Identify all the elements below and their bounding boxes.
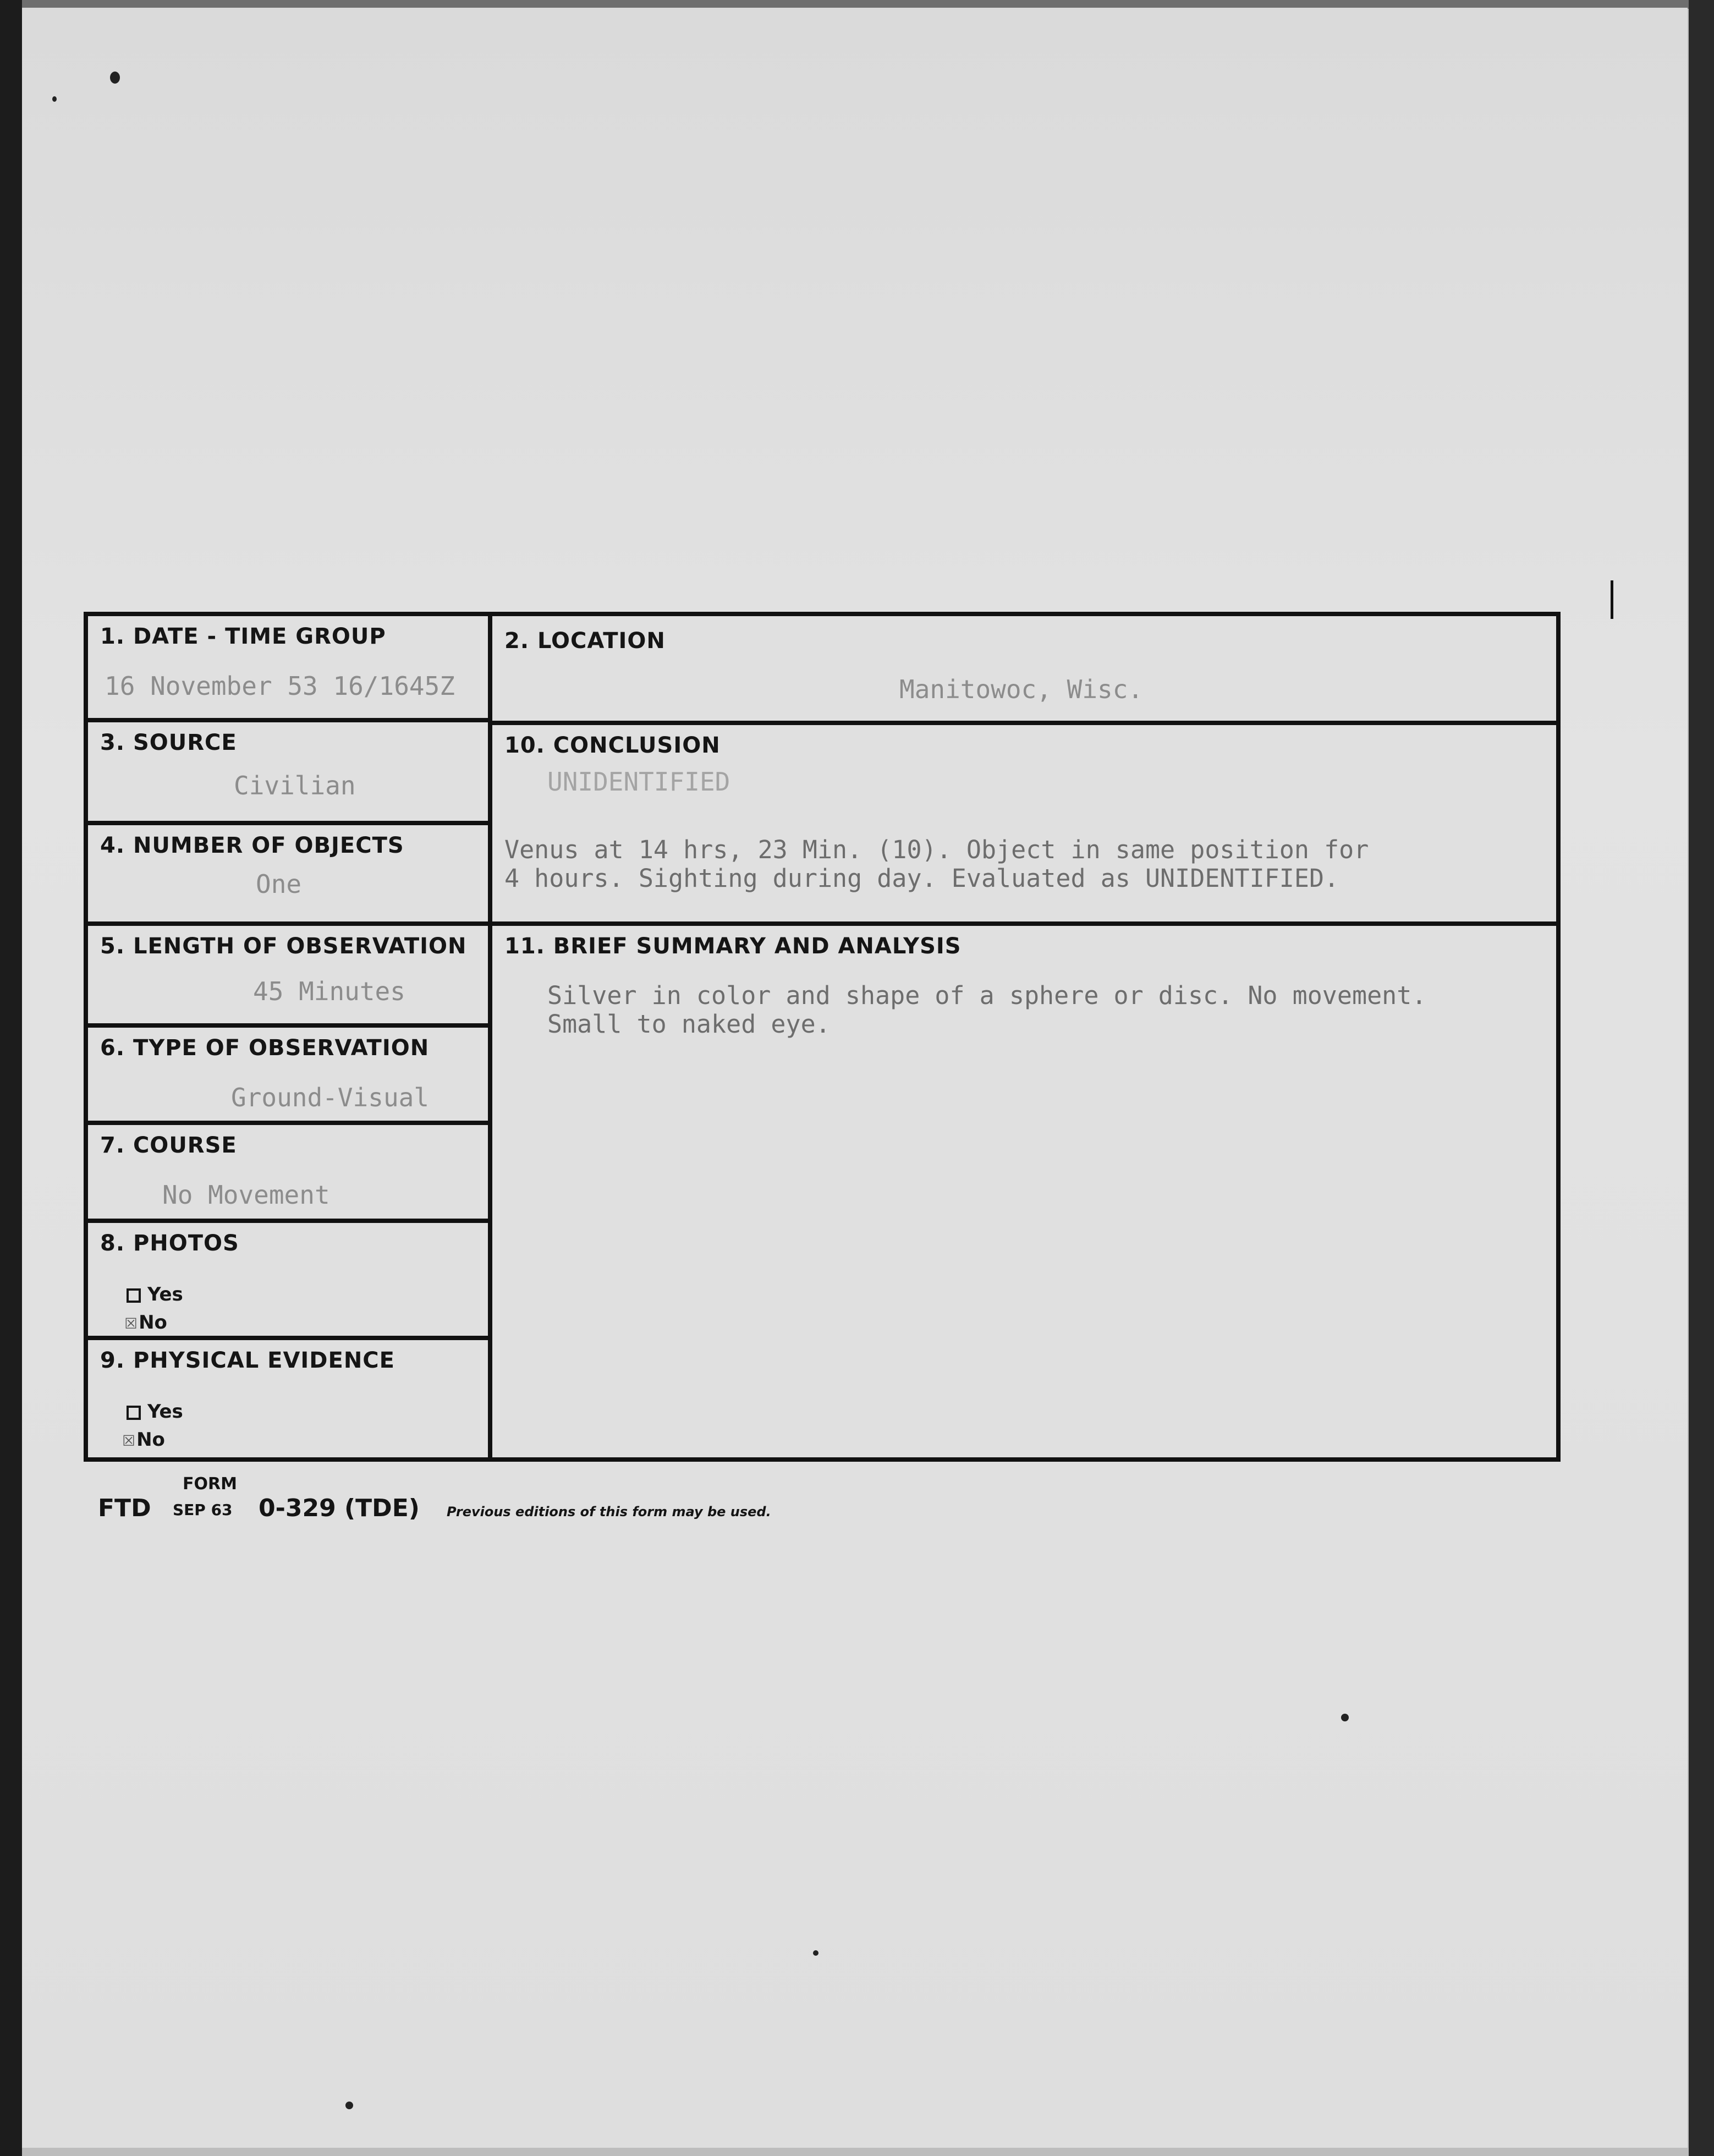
type-of-observation-label: 6. TYPE OF OBSERVATION: [100, 1035, 430, 1061]
photos-label: 8. PHOTOS: [100, 1231, 239, 1256]
summary-cell: [492, 926, 1561, 1461]
physical-evidence-yes-option[interactable]: [127, 1401, 183, 1423]
sighting-report-form: [84, 612, 1561, 1462]
photos-no-option[interactable]: [124, 1309, 167, 1334]
checkbox-checked-icon: ☒: [122, 1426, 136, 1451]
number-of-objects-cell: [88, 825, 488, 921]
photos-no-label: No: [139, 1312, 167, 1334]
length-of-observation-label: 5. LENGTH OF OBSERVATION: [100, 934, 467, 959]
checkbox-empty-icon: [127, 1406, 141, 1420]
physical-evidence-cell: [88, 1340, 488, 1461]
photos-cell: [88, 1223, 488, 1336]
row-divider: [88, 718, 492, 722]
scan-speck: [813, 1950, 818, 1956]
summary-line-2: Small to naked eye.: [547, 1010, 831, 1039]
scan-speck: [345, 2102, 353, 2109]
date-time-cell: [88, 616, 488, 718]
type-of-observation-cell: [88, 1028, 488, 1121]
number-of-objects-label: 4. NUMBER OF OBJECTS: [100, 833, 404, 858]
conclusion-value: UNIDENTIFIED: [547, 767, 730, 797]
scan-speck: [110, 72, 120, 84]
course-value: No Movement: [162, 1180, 330, 1210]
row-divider: [88, 1023, 492, 1028]
photos-yes-label: Yes: [147, 1283, 183, 1305]
location-label: 2. LOCATION: [504, 628, 666, 654]
physical-evidence-label: 9. PHYSICAL EVIDENCE: [100, 1348, 395, 1373]
date-time-value: 16 November 53 16/1645Z: [105, 671, 455, 701]
row-divider: [88, 821, 492, 825]
length-of-observation-cell: [88, 926, 488, 1023]
scan-speck: [1341, 1714, 1349, 1721]
row-divider: [488, 721, 1561, 725]
row-divider: [88, 921, 492, 926]
conclusion-detail-line-2: 4 hours. Sighting during day. Evaluated as UNIDENTIFIED.: [504, 864, 1339, 893]
scan-speck: [52, 96, 57, 102]
source-value: Civilian: [234, 771, 356, 800]
row-divider: [88, 1336, 492, 1340]
row-divider: [88, 1219, 492, 1223]
conclusion-label: 10. CONCLUSION: [504, 733, 721, 758]
source-label: 3. SOURCE: [100, 730, 237, 755]
checkbox-empty-icon: [127, 1288, 141, 1303]
footer-form-number: 0-329 (TDE): [259, 1494, 420, 1522]
course-cell: [88, 1125, 488, 1219]
summary-line-1: Silver in color and shape of a sphere or disc. No movement.: [547, 981, 1427, 1010]
scan-left-edge: [0, 0, 22, 2156]
summary-label: 11. BRIEF SUMMARY AND ANALYSIS: [504, 934, 962, 959]
footer-ftd: FTD: [98, 1494, 151, 1522]
physical-evidence-no-option[interactable]: [122, 1426, 165, 1451]
course-label: 7. COURSE: [100, 1133, 237, 1158]
row-divider: [88, 1121, 492, 1125]
footer-date-code: SEP 63: [173, 1501, 233, 1519]
location-value: Manitowoc, Wisc.: [899, 674, 1144, 704]
scan-right-edge: [1689, 0, 1714, 2156]
length-of-observation-value: 45 Minutes: [253, 976, 405, 1006]
location-cell: [492, 616, 1561, 721]
physical-evidence-yes-label: Yes: [147, 1401, 183, 1423]
photos-yes-option[interactable]: [127, 1283, 183, 1305]
conclusion-detail-line-1: Venus at 14 hrs, 23 Min. (10). Object in same position for: [504, 835, 1369, 864]
footer-note: Previous editions of this form may be used.: [447, 1504, 771, 1519]
checkbox-checked-icon: ☒: [124, 1309, 138, 1334]
date-time-label: 1. DATE - TIME GROUP: [100, 624, 386, 649]
footer-form-word: FORM: [183, 1474, 237, 1494]
type-of-observation-value: Ground-Visual: [231, 1083, 430, 1112]
column-divider: [488, 616, 492, 1461]
scan-mark: [1611, 580, 1613, 619]
source-cell: [88, 722, 488, 821]
physical-evidence-no-label: No: [136, 1429, 165, 1451]
number-of-objects-value: One: [256, 869, 302, 899]
conclusion-cell: [492, 725, 1561, 921]
row-divider: [488, 921, 1561, 926]
